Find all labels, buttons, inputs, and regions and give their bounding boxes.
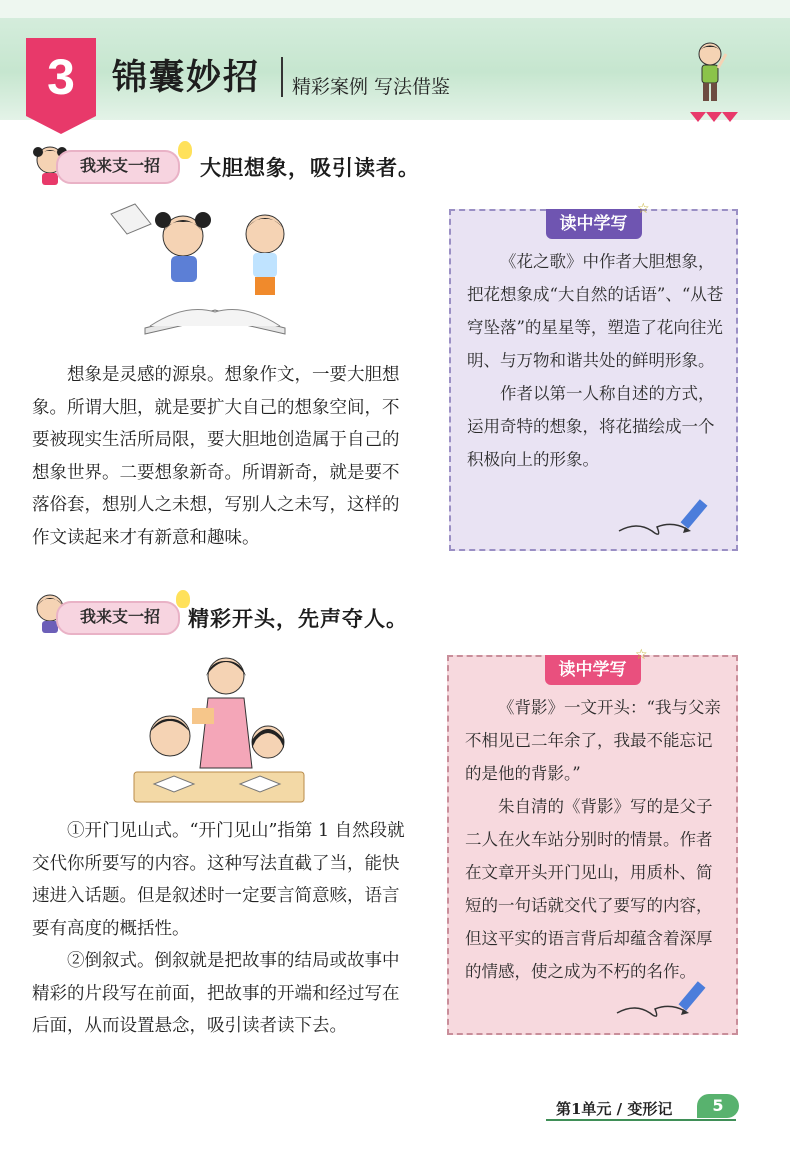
title-divider xyxy=(281,57,283,97)
tip-heading: 大胆想象，吸引读者。 xyxy=(200,156,420,180)
pencil-icon xyxy=(615,973,725,1023)
section1-body xyxy=(32,359,407,554)
pencil-icon xyxy=(617,491,727,541)
card-title: 读中学写 xyxy=(545,655,641,685)
card-paragraph: 《背影》一文开头：“我与父亲不相见已二年余了，我最不能忘记的是他的背影。” xyxy=(465,698,721,783)
triangle-decoration-icon xyxy=(722,112,738,122)
page-subtitle: 精彩案例 写法借鉴 xyxy=(292,76,451,98)
section2-body xyxy=(32,815,407,1043)
unit-label: 第1单元 / 变形记 xyxy=(556,1100,673,1118)
teacher-students-illustration xyxy=(130,648,310,808)
reading-card xyxy=(447,647,738,1035)
card-paragraph: 作者以第一人称自述的方式，运用奇特的想象，将花描绘成一个积极向上的形象。 xyxy=(467,384,715,469)
kids-flying-book-illustration xyxy=(105,198,335,338)
card-paragraph: 《花之歌》中作者大胆想象，把花想象成“大自然的话语”、“从苍穹坠落”的星星等，塑造了花向往光明、与万物和谐共处的鲜明形象。 xyxy=(467,252,724,370)
reading-card xyxy=(449,201,738,551)
card-body xyxy=(467,245,724,476)
header-stripe xyxy=(0,0,790,18)
page-number: 5 xyxy=(697,1094,739,1118)
star-icon: ☆ xyxy=(637,201,650,217)
section-number-badge xyxy=(26,38,96,116)
body-paragraph: 想象是灵感的源泉。想象作文，一要大胆想象。所谓大胆，就是要扩大自己的想象空间，不要被现实生活所局限，要大胆地创造属于自己的想象世界。二要想象新奇。所谓新奇，就是要不落俗套，想别人之未想，写别人之未写，这样的作文读起来才有新意和趣味。 xyxy=(32,365,400,548)
triangle-decoration-icon xyxy=(690,112,706,122)
footer-divider xyxy=(546,1119,736,1121)
star-icon: ☆ xyxy=(635,647,648,663)
tip-heading: 精彩开头，先声夺人。 xyxy=(188,607,408,631)
tip-label-badge: 我来支一招 xyxy=(56,150,180,184)
body-paragraph: ②倒叙式。倒叙就是把故事的结局或故事中精彩的片段写在前面，把故事的开端和经过写在后面，从而设置悬念，吸引读者读下去。 xyxy=(32,951,400,1036)
card-title: 读中学写 xyxy=(546,209,642,239)
card-paragraph: 朱自清的《背影》写的是父子二人在火车站分别时的情景。作者在文章开头开门见山，用质朴、简短的一句话就交代了要写的内容，但这平实的语言背后却蕴含着深厚的情感，使之成为不朽的名作。 xyxy=(465,797,713,981)
card-body xyxy=(465,691,724,988)
section-number: 3 xyxy=(47,49,75,105)
tip-label-badge: 我来支一招 xyxy=(56,601,180,635)
triangle-decoration-icon xyxy=(706,112,722,122)
page-title: 锦囊妙招 xyxy=(112,58,261,98)
body-paragraph: ①开门见山式。“开门见山”指第 1 自然段就交代你所要写的内容。这种写法直截了当，能快速进入话题。但是叙述时一定要言简意赅，语言要有高度的概括性。 xyxy=(32,821,405,939)
lightbulb-icon xyxy=(178,141,192,159)
boy-mascot-icon xyxy=(690,40,730,110)
